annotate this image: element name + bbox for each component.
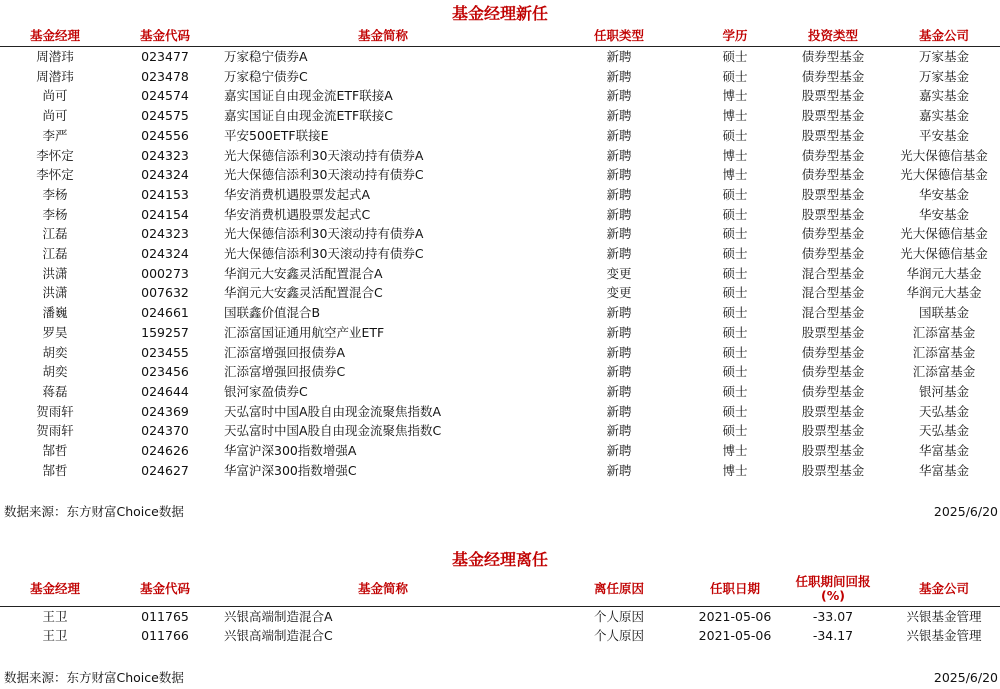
manager-name: 胡奕 <box>42 364 68 380</box>
type-cell: 新聘 <box>606 88 632 104</box>
manager-name: 贺雨轩 <box>36 423 74 439</box>
type-cell: 新聘 <box>606 324 632 340</box>
col6-header: 投资类型 <box>778 26 888 47</box>
col6-cell: 债券型基金 <box>801 147 865 163</box>
fund-name: 光大保德信添利30天滚动持有债券A <box>224 226 424 242</box>
type-header: 离任原因 <box>546 572 692 606</box>
company-cell: 嘉实基金 <box>918 88 969 104</box>
fund-name: 兴银高端制造混合A <box>224 608 333 624</box>
table-row <box>0 86 1000 106</box>
new-section-footer <box>0 502 1000 522</box>
type-cell: 新聘 <box>606 206 632 222</box>
col6-cell: 股票型基金 <box>801 108 865 124</box>
manager-name: 胡奕 <box>42 344 68 360</box>
type-cell: 个人原因 <box>593 608 644 624</box>
fund-code: 024324 <box>141 167 189 183</box>
fund-name: 万家稳宁债券C <box>224 68 308 84</box>
col5-cell: 博士 <box>722 108 748 124</box>
fund-code: 024370 <box>141 423 189 439</box>
leave-section-footer <box>0 668 1000 688</box>
fund-name: 华安消费机遇股票发起式A <box>224 186 371 202</box>
type-cell: 变更 <box>606 265 632 281</box>
company-cell: 嘉实基金 <box>918 108 969 124</box>
company-cell: 汇添富基金 <box>912 344 976 360</box>
col5-cell: 博士 <box>722 167 748 183</box>
col6-cell: 股票型基金 <box>801 127 865 143</box>
table-row <box>0 106 1000 126</box>
section-title: 基金经理离任 <box>451 550 548 569</box>
col5-cell: 博士 <box>722 443 748 459</box>
table-row <box>0 402 1000 422</box>
type-cell: 新聘 <box>606 305 632 321</box>
fund-name: 汇添富增强回报债券A <box>224 344 346 360</box>
col5-cell: 硕士 <box>722 246 748 262</box>
company-cell: 汇添富基金 <box>912 324 976 340</box>
col6-cell: 股票型基金 <box>801 462 865 478</box>
type-cell: 新聘 <box>606 127 632 143</box>
fund-name: 华润元大安鑫灵活配置混合A <box>224 265 383 281</box>
type-cell: 新聘 <box>606 443 632 459</box>
company-cell: 华富基金 <box>918 462 969 478</box>
section-title: 基金经理新任 <box>451 4 548 23</box>
fund-name: 万家稳宁债券A <box>224 49 308 64</box>
company-cell: 光大保德信基金 <box>900 226 988 242</box>
fund-name: 光大保德信添利30天滚动持有债券C <box>224 246 424 262</box>
col5-cell: 硕士 <box>722 324 748 340</box>
col5-cell: 硕士 <box>722 206 748 222</box>
fund-code: 024574 <box>141 88 189 104</box>
fund-code: 024369 <box>141 403 189 419</box>
fund-code: 000273 <box>141 265 189 281</box>
type-cell: 新聘 <box>606 226 632 242</box>
col6-cell: 股票型基金 <box>801 206 865 222</box>
fund-name: 光大保德信添利30天滚动持有债券A <box>224 147 424 163</box>
col6-cell: 债券型基金 <box>801 68 865 84</box>
table-row <box>0 165 1000 185</box>
fund-name: 光大保德信添利30天滚动持有债券C <box>224 167 424 183</box>
company-cell: 华富基金 <box>918 443 969 459</box>
manager-name: 罗昊 <box>42 324 68 340</box>
code-header: 基金代码 <box>110 26 220 47</box>
table-row <box>0 264 1000 284</box>
company-cell: 汇添富基金 <box>912 364 976 380</box>
leave-managers-section <box>0 548 1000 646</box>
fund-name-header: 基金简称 <box>220 572 546 606</box>
fund-code: 024323 <box>141 226 189 242</box>
col6-cell: 股票型基金 <box>801 423 865 439</box>
table-row <box>0 441 1000 461</box>
col5-cell: 硕士 <box>722 383 748 399</box>
col5-cell: 硕士 <box>722 265 748 281</box>
fund-name: 平安500ETF联接E <box>224 127 329 143</box>
manager-name: 贺雨轩 <box>36 403 74 419</box>
col5-cell: 2021-05-06 <box>698 628 772 644</box>
company-cell: 天弘基金 <box>918 403 969 419</box>
manager-name: 江磊 <box>42 226 68 242</box>
type-cell: 新聘 <box>606 364 632 380</box>
type-cell: 新聘 <box>606 403 632 419</box>
col6-cell: 债券型基金 <box>801 383 865 399</box>
fund-code: 024153 <box>141 186 189 202</box>
type-cell: 新聘 <box>606 186 632 202</box>
col6-cell: 混合型基金 <box>801 305 865 321</box>
leave-managers-table <box>0 572 1000 646</box>
type-cell: 新聘 <box>606 167 632 183</box>
col6-cell: 债券型基金 <box>801 344 865 360</box>
company-cell: 光大保德信基金 <box>900 167 988 183</box>
table-row <box>0 626 1000 646</box>
table-row <box>0 343 1000 363</box>
manager-name: 蒋磊 <box>42 383 68 399</box>
col6-cell: 股票型基金 <box>801 186 865 202</box>
col5-cell: 硕士 <box>722 68 748 84</box>
col6-cell: 债券型基金 <box>801 49 865 64</box>
fund-name-header: 基金简称 <box>220 26 546 47</box>
fund-name: 汇添富增强回报债券C <box>224 364 346 380</box>
fund-name: 嘉实国证自由现金流ETF联接A <box>224 88 393 104</box>
manager-name: 周潜玮 <box>36 49 74 64</box>
fund-code: 011765 <box>141 608 189 624</box>
manager-header: 基金经理 <box>0 572 110 606</box>
table-row <box>0 185 1000 205</box>
type-cell: 新聘 <box>606 423 632 439</box>
table-header-row <box>0 572 1000 606</box>
company-cell: 万家基金 <box>918 68 969 84</box>
col6-header: 任职期间回报 (%) <box>778 572 888 606</box>
col6-cell: 债券型基金 <box>801 226 865 242</box>
manager-name: 李杨 <box>42 186 68 202</box>
col6-cell: -34.17 <box>812 628 854 644</box>
company-header: 基金公司 <box>888 572 1000 606</box>
company-cell: 华润元大基金 <box>906 265 982 281</box>
col5-cell: 硕士 <box>722 305 748 321</box>
company-cell: 银河基金 <box>918 383 969 399</box>
table-row <box>0 67 1000 87</box>
fund-name: 华润元大安鑫灵活配置混合C <box>224 285 383 301</box>
company-cell: 万家基金 <box>918 49 969 64</box>
fund-code: 024644 <box>141 383 189 399</box>
col5-cell: 硕士 <box>722 285 748 301</box>
company-cell: 光大保德信基金 <box>900 147 988 163</box>
report-date: 2025/6/20 <box>933 504 998 519</box>
manager-name: 尚可 <box>42 88 68 104</box>
fund-code: 024556 <box>141 127 189 143</box>
manager-name: 李怀定 <box>36 147 74 163</box>
fund-code: 023478 <box>141 68 189 84</box>
table-row <box>0 323 1000 343</box>
fund-code: 024575 <box>141 108 189 124</box>
table-row <box>0 205 1000 225</box>
col5-header: 学历 <box>692 26 778 47</box>
col6-cell: 债券型基金 <box>801 167 865 183</box>
company-cell: 华安基金 <box>918 186 969 202</box>
data-source: 数据来源：东方财富Choice数据 <box>4 504 184 519</box>
type-cell: 新聘 <box>606 108 632 124</box>
type-cell: 新聘 <box>606 147 632 163</box>
manager-header: 基金经理 <box>0 26 110 47</box>
fund-name: 华安消费机遇股票发起式C <box>224 206 371 222</box>
table-row <box>0 382 1000 402</box>
col6-cell: 债券型基金 <box>801 246 865 262</box>
fund-code: 011766 <box>141 628 189 644</box>
fund-code: 007632 <box>141 285 189 301</box>
type-cell: 新聘 <box>606 49 632 64</box>
fund-code: 024323 <box>141 147 189 163</box>
col6-cell: 混合型基金 <box>801 285 865 301</box>
table-header-row <box>0 26 1000 47</box>
manager-name: 郜哲 <box>42 462 68 478</box>
company-cell: 兴银基金管理 <box>906 628 982 644</box>
col5-cell: 硕士 <box>722 364 748 380</box>
col6-cell: 股票型基金 <box>801 403 865 419</box>
fund-code: 024324 <box>141 246 189 262</box>
col5-cell: 硕士 <box>722 186 748 202</box>
table-row <box>0 283 1000 303</box>
manager-name: 洪潇 <box>42 285 68 301</box>
fund-code: 024154 <box>141 206 189 222</box>
manager-name: 王卫 <box>42 608 68 624</box>
col5-cell: 博士 <box>722 88 748 104</box>
col5-cell: 硕士 <box>722 423 748 439</box>
col5-cell: 硕士 <box>722 226 748 242</box>
manager-name: 李杨 <box>42 206 68 222</box>
col5-header: 任职日期 <box>692 572 778 606</box>
data-source: 数据来源：东方财富Choice数据 <box>4 670 184 685</box>
manager-name: 潘巍 <box>42 305 68 321</box>
table-row <box>0 47 1000 67</box>
type-cell: 新聘 <box>606 383 632 399</box>
col5-cell: 硕士 <box>722 403 748 419</box>
company-cell: 天弘基金 <box>918 423 969 439</box>
table-row <box>0 244 1000 264</box>
company-cell: 华润元大基金 <box>906 285 982 301</box>
fund-code: 159257 <box>141 324 189 340</box>
table-row <box>0 606 1000 626</box>
code-header: 基金代码 <box>110 572 220 606</box>
col5-cell: 硕士 <box>722 127 748 143</box>
company-cell: 光大保德信基金 <box>900 246 988 262</box>
company-cell: 平安基金 <box>918 127 969 143</box>
fund-name: 天弘富时中国A股自由现金流聚焦指数C <box>224 423 442 439</box>
table-row <box>0 224 1000 244</box>
fund-name: 嘉实国证自由现金流ETF联接C <box>224 108 393 124</box>
manager-name: 洪潇 <box>42 265 68 281</box>
fund-code: 024626 <box>141 443 189 459</box>
table-row <box>0 421 1000 441</box>
type-cell: 个人原因 <box>593 628 644 644</box>
col6-cell: 股票型基金 <box>801 88 865 104</box>
manager-name: 李严 <box>42 127 68 143</box>
fund-name: 华富沪深300指数增强A <box>224 443 357 459</box>
table-row <box>0 362 1000 382</box>
type-header: 任职类型 <box>546 26 692 47</box>
new-managers-table <box>0 26 1000 480</box>
fund-name: 天弘富时中国A股自由现金流聚焦指数A <box>224 403 442 419</box>
fund-code: 023456 <box>141 364 189 380</box>
fund-code: 023477 <box>141 49 189 64</box>
fund-name: 华富沪深300指数增强C <box>224 462 357 478</box>
col5-cell: 硕士 <box>722 344 748 360</box>
type-cell: 新聘 <box>606 462 632 478</box>
fund-name: 国联鑫价值混合B <box>224 305 321 321</box>
manager-name: 王卫 <box>42 628 68 644</box>
fund-code: 023455 <box>141 344 189 360</box>
company-cell: 华安基金 <box>918 206 969 222</box>
company-cell: 国联基金 <box>918 305 969 321</box>
type-cell: 新聘 <box>606 68 632 84</box>
type-cell: 变更 <box>606 285 632 301</box>
manager-name: 李怀定 <box>36 167 74 183</box>
col6-cell: 混合型基金 <box>801 265 865 281</box>
type-cell: 新聘 <box>606 344 632 360</box>
col6-cell: 股票型基金 <box>801 324 865 340</box>
col6-cell: 债券型基金 <box>801 364 865 380</box>
fund-name: 汇添富国证通用航空产业ETF <box>224 324 385 340</box>
col5-cell: 2021-05-06 <box>698 608 772 624</box>
company-cell: 兴银基金管理 <box>906 608 982 624</box>
table-row <box>0 303 1000 323</box>
table-row <box>0 461 1000 481</box>
fund-name: 兴银高端制造混合C <box>224 628 333 644</box>
manager-name: 郜哲 <box>42 443 68 459</box>
report-date: 2025/6/20 <box>933 670 998 685</box>
col6-cell: 股票型基金 <box>801 443 865 459</box>
table-row <box>0 146 1000 166</box>
col5-cell: 硕士 <box>722 49 748 64</box>
manager-name: 尚可 <box>42 108 68 124</box>
fund-name: 银河家盈债券C <box>224 383 308 399</box>
fund-code: 024661 <box>141 305 189 321</box>
table-row <box>0 126 1000 146</box>
new-managers-section <box>0 2 1000 480</box>
manager-name: 江磊 <box>42 246 68 262</box>
type-cell: 新聘 <box>606 246 632 262</box>
col5-cell: 博士 <box>722 147 748 163</box>
col6-cell: -33.07 <box>812 608 854 624</box>
col5-cell: 博士 <box>722 462 748 478</box>
manager-name: 周潜玮 <box>36 68 74 84</box>
company-header: 基金公司 <box>888 26 1000 47</box>
fund-code: 024627 <box>141 462 189 478</box>
